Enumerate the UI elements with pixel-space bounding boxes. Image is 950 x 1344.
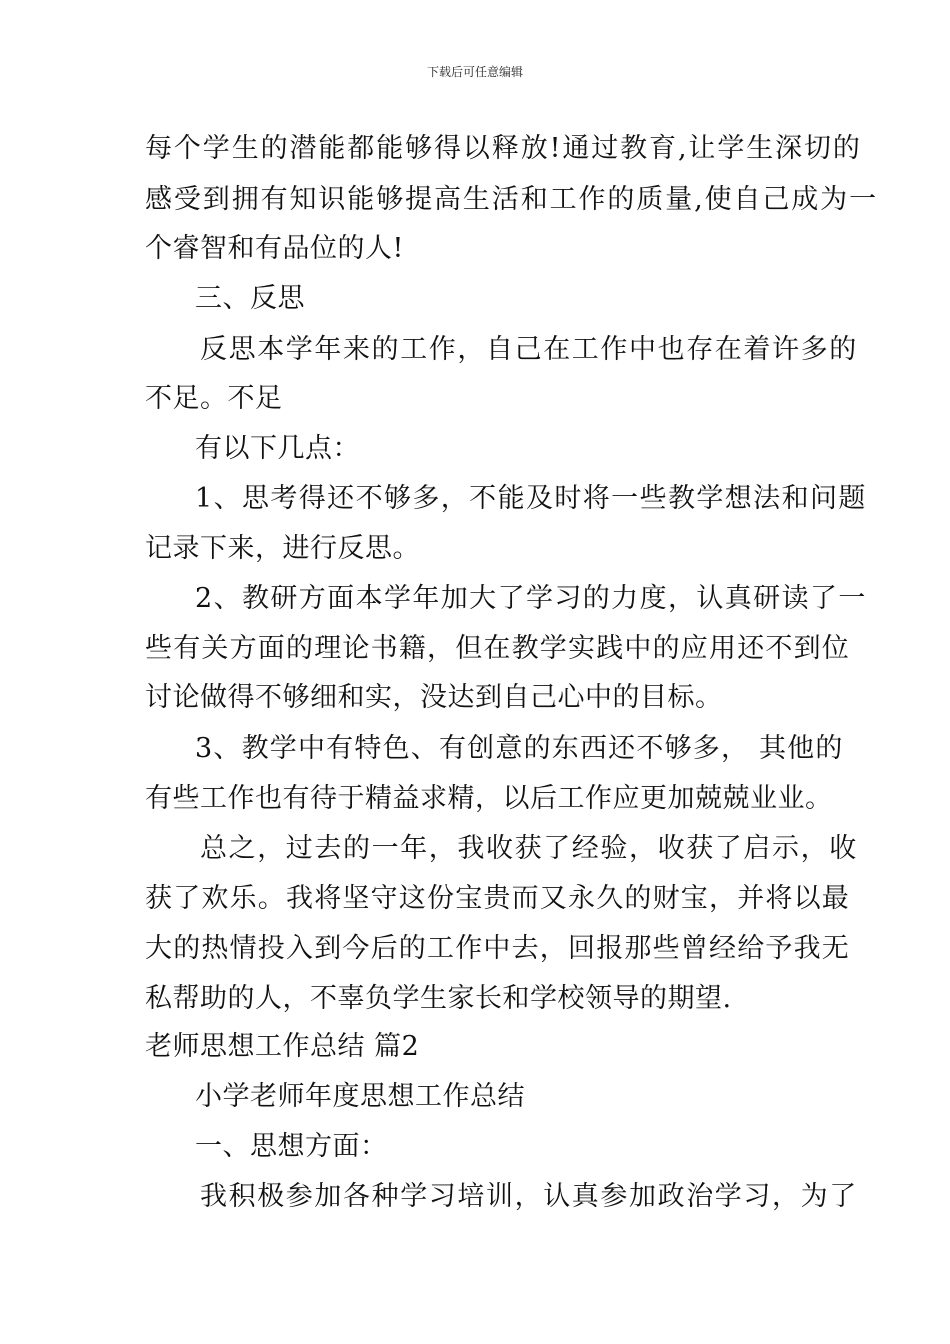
- body-line: 私帮助的人，不辜负学生家长和学校领导的期望.: [145, 983, 732, 1014]
- body-line: 大的热情投入到今后的工作中去，回报那些曾经给予我无: [145, 933, 850, 964]
- body-line: 获了欢乐。我将坚守这份宝贵而又永久的财宝，并将以最: [145, 883, 850, 914]
- page-header: 下载后可任意编辑: [426, 65, 523, 79]
- article-title: 老师思想工作总结 篇2: [145, 1031, 420, 1062]
- body-line: 个睿智和有品位的人!: [145, 233, 404, 264]
- list-item: 2、教研方面本学年加大了学习的力度，认真研读了一: [195, 583, 867, 614]
- list-item: 1、思考得还不够多，不能及时将一些教学想法和问题: [195, 483, 867, 514]
- body-line: 不足。不足: [145, 383, 283, 414]
- body-line: 记录下来，进行反思。: [145, 533, 420, 564]
- body-line: 反思本学年来的工作，自己在工作中也存在着许多的: [200, 334, 858, 365]
- body-line: 我积极参加各种学习培训，认真参加政治学习，为了: [200, 1181, 858, 1212]
- article-subtitle: 小学老师年度思想工作总结: [195, 1081, 525, 1112]
- body-line: 讨论做得不够细和实，没达到自己心中的目标。: [145, 682, 723, 713]
- body-line: 感受到拥有知识能够提高生活和工作的质量,使自己成为一: [145, 184, 878, 215]
- body-line: 有些工作也有待于精益求精，以后工作应更加兢兢业业。: [145, 783, 833, 814]
- list-item: 3、教学中有特色、有创意的东西还不够多， 其他的: [195, 733, 844, 764]
- section-heading: 一、思想方面：: [195, 1131, 388, 1162]
- body-line: 些有关方面的理论书籍，但在教学实践中的应用还不到位: [145, 633, 850, 664]
- body-line: 总之，过去的一年，我收获了经验，收获了启示，收: [200, 833, 858, 864]
- section-heading: 三、反思: [195, 283, 305, 314]
- body-line: 每个学生的潜能都能够得以释放!通过教育,让学生深切的: [145, 133, 862, 164]
- body-line: 有以下几点：: [195, 433, 360, 464]
